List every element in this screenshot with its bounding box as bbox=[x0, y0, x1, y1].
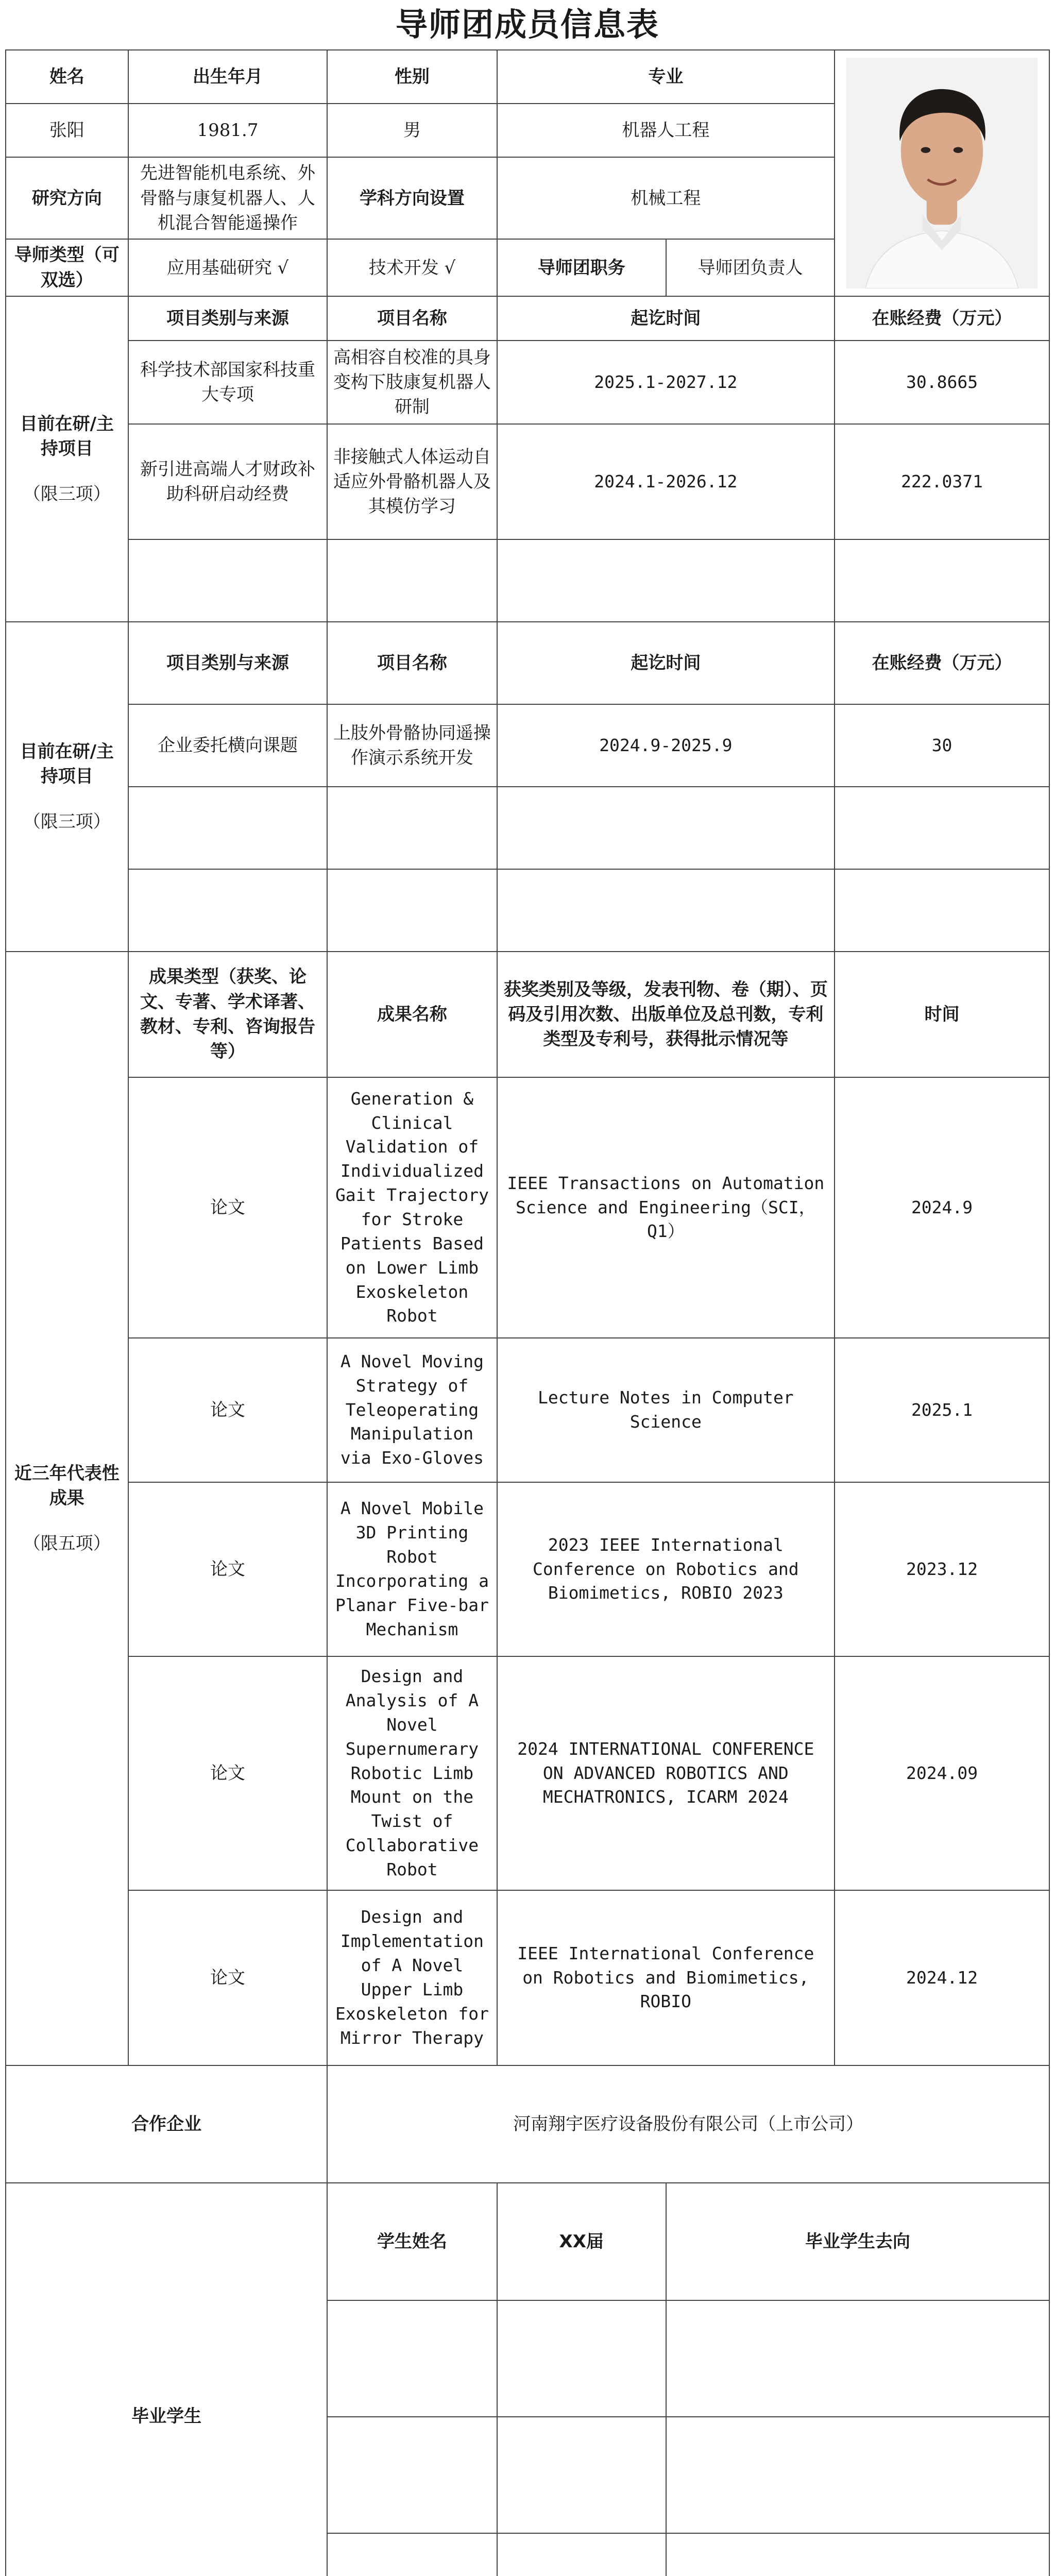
achievements-side-label: 近三年代表性成果 （限五项） bbox=[6, 952, 128, 2065]
class-year-header: XX届 bbox=[497, 2183, 666, 2300]
destination bbox=[666, 2300, 1049, 2417]
achievement-date: 2024.09 bbox=[835, 1656, 1049, 1890]
add-row-hint bbox=[327, 2533, 497, 2576]
portrait-photo bbox=[846, 58, 1037, 289]
birth-header: 出生年月 bbox=[128, 50, 328, 104]
student-name bbox=[327, 2300, 497, 2417]
table-row bbox=[6, 1482, 1049, 1656]
project-source bbox=[128, 787, 328, 869]
project-name: 非接触式人体运动自适应外骨骼机器人及其模仿学习 bbox=[327, 424, 497, 539]
project-source-header: 项目类别与来源 bbox=[128, 622, 328, 704]
achievement-date: 2025.1 bbox=[835, 1338, 1049, 1482]
achievement-detail: 2023 IEEE International Conference on Robotics and Biomimetics, ROBIO 2023 bbox=[497, 1482, 835, 1656]
research-direction-value: 先进智能机电系统、外骨骼与康复机器人、人机混合智能遥操作 bbox=[128, 157, 328, 239]
project-funding: 30 bbox=[835, 704, 1049, 787]
project-name-header: 项目名称 bbox=[327, 296, 497, 341]
project-period bbox=[497, 869, 835, 952]
gender-value: 男 bbox=[327, 104, 497, 157]
table-row bbox=[6, 1338, 1049, 1482]
project-funding: 222.0371 bbox=[835, 424, 1049, 539]
class-year bbox=[497, 2533, 666, 2576]
birth-value: 1981.7 bbox=[128, 104, 328, 157]
project-source bbox=[128, 539, 328, 622]
cooperation-row bbox=[6, 2065, 1049, 2183]
project-name bbox=[327, 869, 497, 952]
team-role-value: 导师团负责人 bbox=[666, 239, 835, 296]
achievement-date-header: 时间 bbox=[835, 952, 1049, 1077]
table-row bbox=[6, 787, 1049, 869]
discipline-value: 机械工程 bbox=[497, 157, 835, 239]
project-source: 新引进高端人才财政补助科研启动经费 bbox=[128, 424, 328, 539]
class-year bbox=[497, 2417, 666, 2533]
basic-header-row bbox=[6, 50, 1049, 104]
table-row bbox=[6, 704, 1049, 787]
graduates-label: 毕业学生 bbox=[6, 2183, 327, 2576]
table-row bbox=[6, 1656, 1049, 1890]
graduates-header-row bbox=[6, 2183, 1049, 2300]
projects-h-header-row bbox=[6, 622, 1049, 704]
achievement-type: 论文 bbox=[128, 1077, 328, 1338]
student-name bbox=[327, 2417, 497, 2533]
photo-cell bbox=[835, 50, 1049, 296]
achievement-type: 论文 bbox=[128, 1338, 328, 1482]
achievement-type-header: 成果类型（获奖、论文、专著、学术译著、教材、专利、咨询报告等） bbox=[128, 952, 328, 1077]
achievement-name: Design and Implementation of A Novel Upper Limb Exoskeleton for Mirror Therapy bbox=[327, 1890, 497, 2065]
mentor-type-label: 导师类型（可双选） bbox=[6, 239, 128, 296]
table-row bbox=[6, 869, 1049, 952]
table-row bbox=[6, 341, 1049, 424]
achievement-date: 2023.12 bbox=[835, 1482, 1049, 1656]
achievement-name-header: 成果名称 bbox=[327, 952, 497, 1077]
project-period: 2025.1-2027.12 bbox=[497, 341, 835, 424]
achievement-type: 论文 bbox=[128, 1482, 328, 1656]
achievement-name: A Novel Mobile 3D Printing Robot Incorporating a Planar Five-bar Mechanism bbox=[327, 1482, 497, 1656]
achievement-detail: 2024 INTERNATIONAL CONFERENCE ON ADVANCED ROBOTICS AND MECHATRONICS, ICARM 2024 bbox=[497, 1656, 835, 1890]
project-funding bbox=[835, 869, 1049, 952]
projects-h-side-label: 目前在研/主持项目 （限三项） bbox=[6, 622, 128, 952]
project-source: 企业委托横向课题 bbox=[128, 704, 328, 787]
name-header: 姓名 bbox=[6, 50, 128, 104]
mentor-type-basic-research: 应用基础研究 √ bbox=[128, 239, 328, 296]
project-name: 高相容自校准的具身变构下肢康复机器人研制 bbox=[327, 341, 497, 424]
discipline-label: 学科方向设置 bbox=[327, 157, 497, 239]
project-name-header: 项目名称 bbox=[327, 622, 497, 704]
achievement-type: 论文 bbox=[128, 1656, 328, 1890]
destination bbox=[666, 2533, 1049, 2576]
table-row bbox=[6, 539, 1049, 622]
achievement-name: Design and Analysis of A Novel Supernumerary Robotic Limb Mount on the Twist of Collaborative Robot bbox=[327, 1656, 497, 1890]
project-funding-header: 在账经费（万元） bbox=[835, 296, 1049, 341]
project-source: 科学技术部国家科技重大专项 bbox=[128, 341, 328, 424]
project-period: 2024.9-2025.9 bbox=[497, 704, 835, 787]
achievement-date: 2024.12 bbox=[835, 1890, 1049, 2065]
research-direction-label: 研究方向 bbox=[6, 157, 128, 239]
project-funding bbox=[835, 539, 1049, 622]
achievement-type: 论文 bbox=[128, 1890, 328, 2065]
cooperation-value: 河南翔宇医疗设备股份有限公司（上市公司） bbox=[327, 2065, 1049, 2183]
project-period bbox=[497, 787, 835, 869]
achievements-header-row bbox=[6, 952, 1049, 1077]
team-role-label: 导师团职务 bbox=[497, 239, 666, 296]
project-name bbox=[327, 787, 497, 869]
project-period-header: 起讫时间 bbox=[497, 296, 835, 341]
project-period: 2024.1-2026.12 bbox=[497, 424, 835, 539]
achievement-detail: IEEE Transactions on Automation Science and Engineering（SCI，Q1） bbox=[497, 1077, 835, 1338]
page-title: 导师团成员信息表 bbox=[395, 6, 659, 43]
destination-header: 毕业学生去向 bbox=[666, 2183, 1049, 2300]
portrait-icon bbox=[846, 58, 1037, 289]
table-row bbox=[6, 1077, 1049, 1338]
achievement-detail: IEEE International Conference on Robotics and Biomimetics, ROBIO bbox=[497, 1890, 835, 2065]
project-source-header: 项目类别与来源 bbox=[128, 296, 328, 341]
major-value: 机器人工程 bbox=[497, 104, 835, 157]
project-name: 上肢外骨骼协同遥操作演示系统开发 bbox=[327, 704, 497, 787]
table-row bbox=[6, 1890, 1049, 2065]
project-period bbox=[497, 539, 835, 622]
achievement-date: 2024.9 bbox=[835, 1077, 1049, 1338]
gender-header: 性别 bbox=[327, 50, 497, 104]
project-source bbox=[128, 869, 328, 952]
projects-v-header-row bbox=[6, 296, 1049, 341]
mentor-type-tech-dev: 技术开发 √ bbox=[327, 239, 497, 296]
project-period-header: 起讫时间 bbox=[497, 622, 835, 704]
achievement-detail: Lecture Notes in Computer Science bbox=[497, 1338, 835, 1482]
major-header: 专业 bbox=[497, 50, 835, 104]
table-row bbox=[6, 424, 1049, 539]
destination bbox=[666, 2417, 1049, 2533]
projects-v-side-label: 目前在研/主持项目 （限三项） bbox=[6, 296, 128, 622]
project-funding-header: 在账经费（万元） bbox=[835, 622, 1049, 704]
achievement-detail-header: 获奖类别及等级，发表刊物、卷（期）、页码及引用次数、出版单位及总刊数，专利类型及专利号，获得批示情况等 bbox=[497, 952, 835, 1077]
achievement-name: Generation & Clinical Validation of Individualized Gait Trajectory for Stroke Patients Based on Lower Limb Exoskeleton Robot bbox=[327, 1077, 497, 1338]
info-form-table bbox=[5, 49, 1050, 2576]
project-name bbox=[327, 539, 497, 622]
name-value: 张阳 bbox=[6, 104, 128, 157]
project-funding bbox=[835, 787, 1049, 869]
class-year bbox=[497, 2300, 666, 2417]
achievement-name: A Novel Moving Strategy of Teleoperating Manipulation via Exo-Gloves bbox=[327, 1338, 497, 1482]
project-funding: 30.8665 bbox=[835, 341, 1049, 424]
cooperation-label: 合作企业 bbox=[6, 2065, 327, 2183]
student-name-header: 学生姓名 bbox=[327, 2183, 497, 2300]
